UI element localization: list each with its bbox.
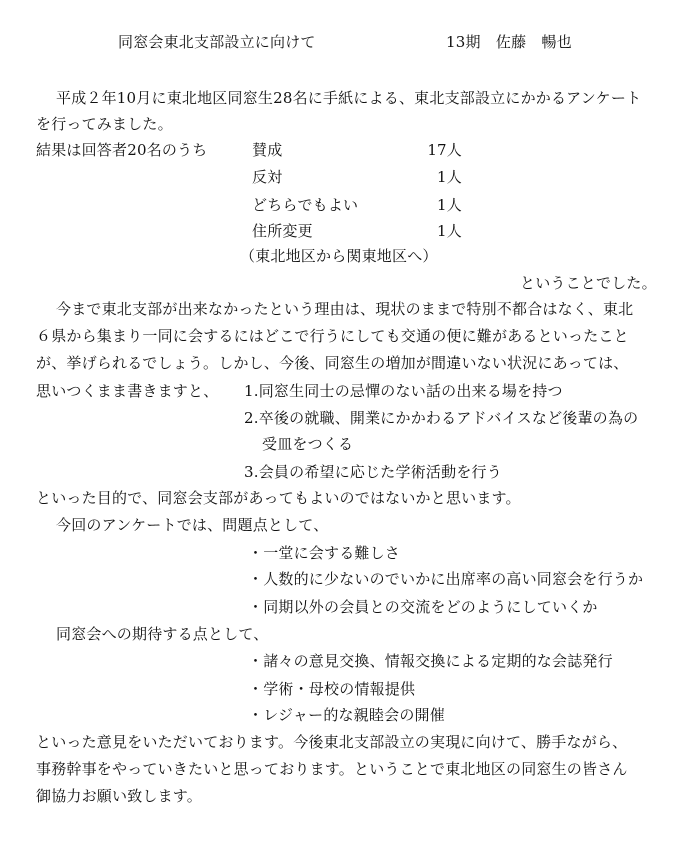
goal-item: 1.同窓生同士の忌憚のない話の出来る場を持つ [244, 382, 563, 400]
expect-lead: 同窓会への期待する点として、 [56, 625, 269, 643]
expectation-item: ・学術・母校の情報提供 [248, 680, 416, 698]
survey-note: （東北地区から関東地区へ） [240, 247, 438, 265]
survey-count: 1人 [437, 196, 462, 214]
intro-line-2: を行ってみました。 [36, 115, 173, 133]
survey-label: 賛成 [252, 141, 283, 159]
body-line: といった目的で、同窓会支部があってもよいのではないかと思います。 [36, 489, 521, 507]
goal-item: 受皿をつくる [262, 435, 354, 453]
survey-label: どちらでもよい [252, 196, 359, 214]
body-line: 御協力お願い致します。 [36, 787, 203, 805]
survey-label: 反対 [252, 168, 283, 186]
document-title: 同窓会東北支部設立に向けて [118, 33, 316, 51]
issues-lead: 今回のアンケートでは、問題点として、 [56, 516, 329, 534]
issue-item: ・一堂に会する難しさ [248, 544, 401, 562]
survey-count: 17人 [427, 141, 462, 159]
expectation-item: ・レジャー的な親睦会の開催 [248, 706, 445, 724]
goal-item: 3.会員の希望に応じた学術活動を行う [244, 463, 502, 481]
survey-count: 1人 [437, 168, 462, 186]
survey-label: 住所変更 [252, 222, 313, 240]
body-line: といった意見をいただいております。今後東北支部設立の実現に向けて、勝手ながら、 [36, 733, 628, 751]
body-line: 事務幹事をやっていきたいと思っております。ということで東北地区の同窓生の皆さん [36, 760, 628, 778]
survey-count: 1人 [437, 222, 462, 240]
issue-item: ・人数的に少ないのでいかに出席率の高い同窓会を行うか [248, 570, 644, 588]
intro-line-1: 平成２年10月に東北地区同窓生28名に手紙による、東北支部設立にかかるアンケート [56, 89, 642, 107]
issue-item: ・同期以外の会員との交流をどのようにしていくか [248, 598, 598, 616]
body-line: 今まで東北支部が出来なかったという理由は、現状のままで特別不都合はなく、東北 [56, 300, 634, 318]
survey-lead: 結果は回答者20名のうち [36, 141, 208, 159]
goal-item: 2.卒後の就職、開業にかかわるアドバイスなど後輩の為の [244, 409, 639, 427]
author-name: 13期 佐藤 暢也 [446, 33, 572, 51]
survey-closing: ということでした。 [520, 274, 657, 292]
body-line: ６県から集まり一同に会するにはどこで行うにしても交通の便に難があるといったこと [36, 327, 629, 345]
expectation-item: ・諸々の意見交換、情報交換による定期的な会誌発行 [248, 652, 613, 670]
body-line: 思いつくまま書きますと、 [36, 382, 219, 400]
body-line: が、挙げられるでしょう。しかし、今後、同窓生の増加が間違いない状況にあっては、 [36, 354, 629, 372]
